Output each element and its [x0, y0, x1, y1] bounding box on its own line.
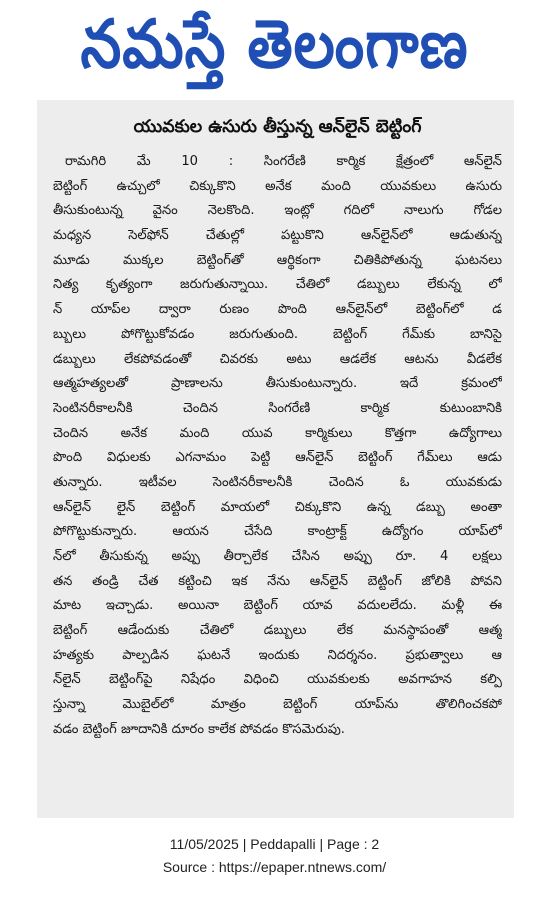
article-line: నిత్య కృత్యంగా జరుగుతున్నాయి. చేతిలో డబ్బులు లేకున్న లో — [53, 277, 502, 293]
newspaper-logo: నమస్తే తెలంగాణ — [80, 4, 469, 84]
article-line: మధ్యన సెల్‌ఫోన్ చేతుల్లో పట్టుకొని ఆన్‌లైన్‌లో ఆడుతున్న — [53, 228, 502, 244]
article-line: హత్యకు పాల్పడిన ఘటనే ఇందుకు నిదర్శనం. ప్రభుత్వాలు ఆ — [53, 647, 502, 663]
article-line: న్‌లో తీసుకున్న అప్పు తీర్చాలేక చేసిన అప్పు రూ. 4 లక్షలు — [53, 549, 502, 564]
article-line: బ్బులు పోగొట్టుకోవడం జరుగుతుంది. బెట్టింగ్ గేమ్‌కు బానిసై — [53, 326, 502, 342]
article-line: రామగిరి మే 10 : సింగరేణి కార్మిక క్షేత్రంలో ఆన్‌లైన్ — [65, 154, 502, 169]
article-clipping — [37, 100, 514, 818]
article-line: ఆత్మహత్యలతో ప్రాణాలను తీసుకుంటున్నారు. ఇదే క్రమంలో — [53, 376, 502, 392]
article-line: పోగొట్టుకున్నారు. ఆయన చేసేది కాంట్రాక్ట్ ఉద్యోగం యాప్‌లో — [53, 524, 502, 540]
article-line: తన తండ్రి చేత కట్టించి ఇక నేను ఆన్‌లైన్ బెట్టింగ్ జోలికి పోవని — [53, 573, 502, 589]
article-line: సెంటినరీకాలనీకి చెందిన సింగరేణి కార్మిక కుటుంబానికి — [53, 400, 502, 416]
article-line: తీసుకుంటున్న వైనం నెలకొంది. ఇంట్లో గదిలో నాలుగు గోడల — [53, 203, 502, 219]
article-line: స్తున్నా మొబైల్‌లో మాత్రం బెట్టింగ్ యాప్‌ను తొలిగించకపో — [53, 697, 502, 713]
article-line: చెందిన అనేక మంది యువ కార్మికులు కొత్తగా ఉద్యోగాలు — [53, 425, 502, 441]
article-line: న్‌లైన్ బెట్టింగ్‌పై నిషేధం విధించి యువకులకు అవగాహన కల్పి — [53, 672, 502, 688]
article-body — [53, 150, 502, 743]
source-link[interactable]: Source : https://epaper.ntnews.com/ — [162, 859, 387, 875]
article-line: వడం బెట్టింగ్ జూదానికి దూరం కాలేక పోవడం కొసమెరుపు. — [53, 721, 345, 737]
article-line: పొంది విధులకు ఎగనామం పెట్టి ఆన్‌లైన్ బెట్టింగ్ గేమ్‌లు ఆడు — [53, 450, 502, 466]
article-line: మూడు ముక్కల బెట్టింగ్‌తో ఆర్థికంగా చితికిపోతున్న ఘటనలు — [53, 252, 502, 268]
article-line: బెట్టింగ్ ఉచ్చులో చిక్కుకొని అనేక మంది యువకులు ఉసురు — [53, 178, 502, 194]
newspaper-masthead — [0, 0, 549, 92]
edition-info: 11/05/2025 | Peddapalli | Page : 2 — [169, 836, 380, 852]
article-line: తున్నారు. ఇటీవల సెంటినరీకాలనీకి చెందిన ఓ యువకుడు — [53, 474, 502, 490]
article-line: మాట ఇచ్చాడు. అయినా బెట్టింగ్ యావ వదులలేదు. మళ్లీ ఈ — [53, 598, 502, 614]
article-headline: యువకుల ఉసురు తీస్తున్న ఆన్‌లైన్ బెట్టింగ్ — [133, 117, 422, 137]
article-line: న్ యాప్‌ల ద్వారా రుణం పొంది ఆన్‌లైన్‌లో బెట్టింగ్‌లో డ — [53, 302, 502, 318]
article-line: బెట్టింగ్ ఆడేందుకు చేతిలో డబ్బులు లేక మనస్థాపంతో ఆత్మ — [53, 623, 502, 639]
article-line: ఆన్‌లైన్ లైన్ బెట్టింగ్ మాయలో చిక్కుకొని ఉన్న డబ్బు అంతా — [53, 499, 502, 515]
article-line: డబ్బులు లేకపోవడంతో చివరకు అటు ఆడలేక ఆటను వీడలేక — [53, 351, 502, 367]
